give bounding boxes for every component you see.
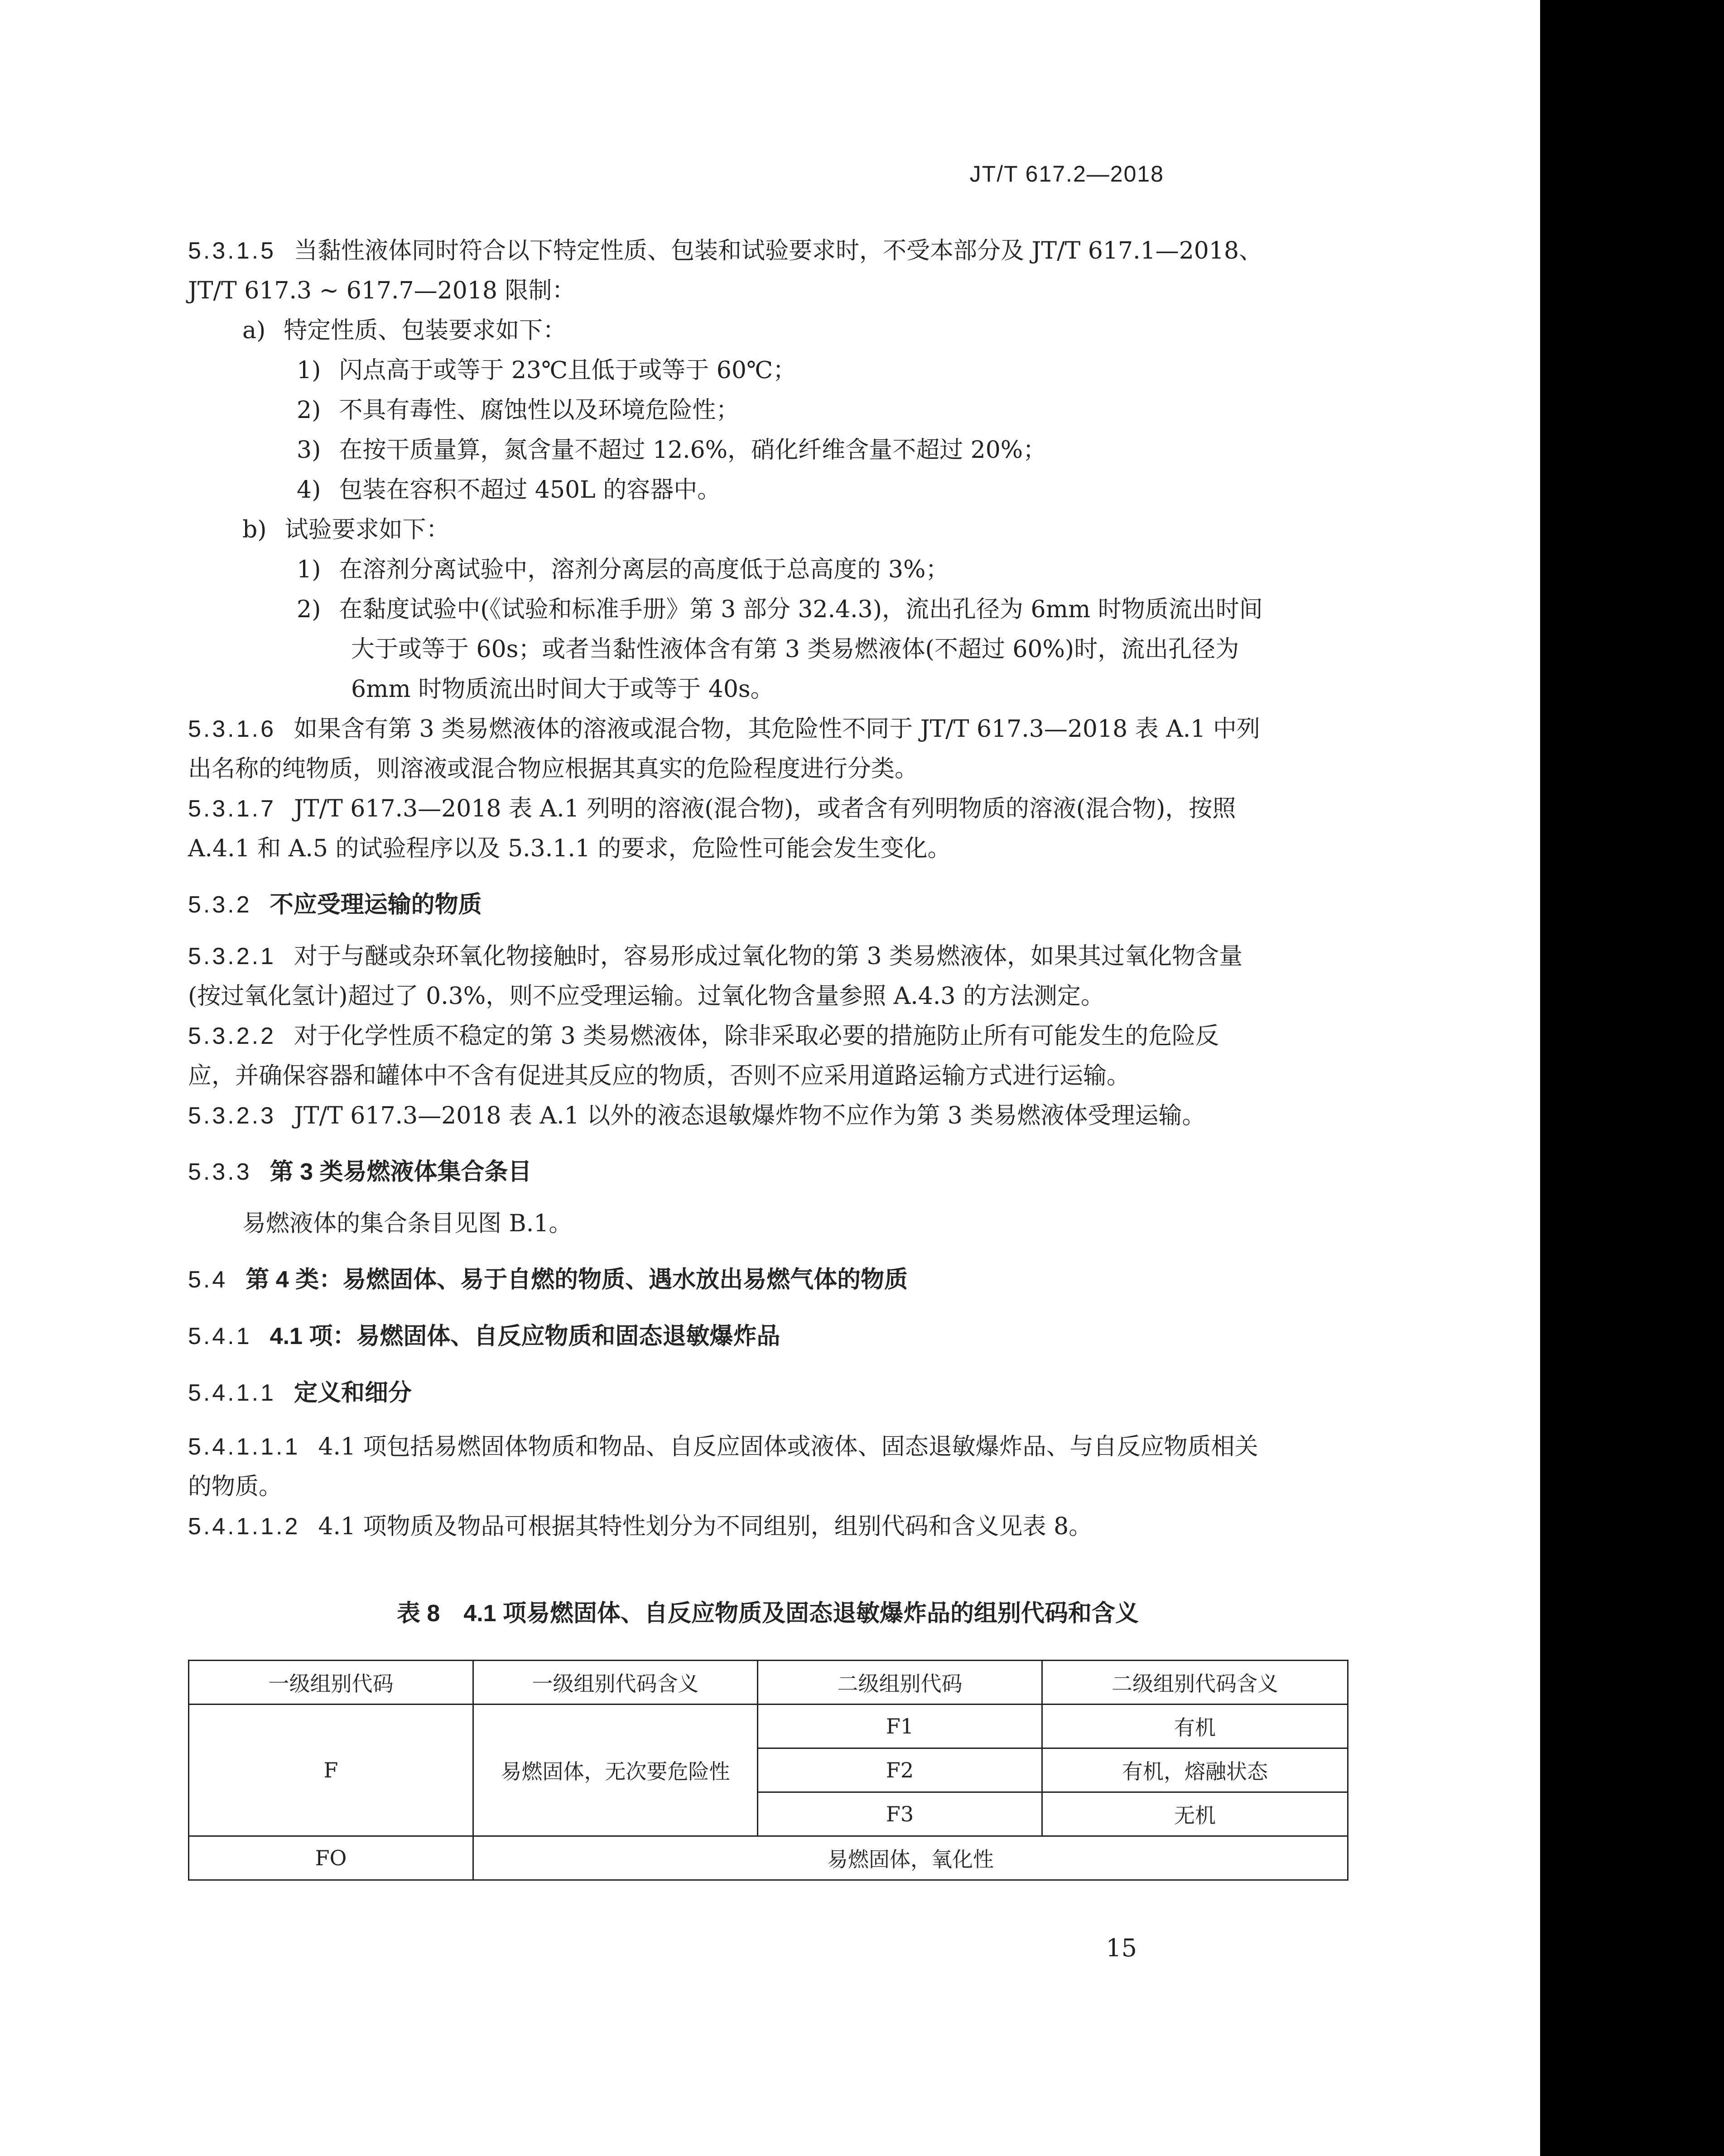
group-code-table [188,1660,1348,1881]
table-cell: F1 [758,1705,1042,1748]
table-cell: 易燃固体，无次要危险性 [473,1705,758,1836]
paragraph-5-3-1-5: 5.3.1.5 当黏性液体同时符合以下特定性质、包装和试验要求时，不受本部分及 JT/T 617.1—2018、 [188,237,1263,264]
scan-border [1540,0,1724,2156]
paragraph-5-3-2-1: 5.3.2.1 对于与醚或杂环氧化物接触时，容易形成过氧化物的第 3 类易燃液体，如果其过氧化物含量 [188,943,1243,970]
paragraph-5-3-2-2: 5.3.2.2 对于化学性质不稳定的第 3 类易燃液体，除非采取必要的措施防止所有可能发生的危险反 [188,1023,1219,1050]
table-header-cell: 二级组别代码 [758,1661,1042,1705]
table-cell: 易燃固体，氧化性 [473,1836,1348,1880]
paragraph-continuation: A.4.1 和 A.5 的试验程序以及 5.3.1.1 的要求，危险性可能会发生变化。 [188,835,951,862]
list-item: 4) 包装在容积不超过 450L 的容器中。 [297,476,721,504]
table-header-cell: 一级组别代码 [189,1661,473,1705]
table-cell: 有机 [1042,1705,1348,1748]
paragraph-continuation: (按过氧化氢计)超过了 0.3%，则不应受理运输。过氧化物含量参照 A.4.3 的方法测定。 [188,983,1105,1010]
heading-5-4-1-1: 5.4.1.1 定义和细分 [188,1380,412,1406]
list-item-continuation: 大于或等于 60s；或者当黏性液体含有第 3 类易燃液体(不超过 60%)时，流出孔径为 [351,636,1239,663]
paragraph-continuation: 应，并确保容器和罐体中不含有促进其反应的物质，否则不应采用道路运输方式进行运输。 [188,1062,1131,1090]
table-header-cell: 二级组别代码含义 [1042,1661,1348,1705]
table-cell: F3 [758,1792,1042,1836]
paragraph-5-3-3: 易燃液体的集合条目见图 B.1。 [242,1210,573,1237]
table-row [189,1836,1348,1880]
heading-5-4-1: 5.4.1 4.1 项：易燃固体、自反应物质和固态退敏爆炸品 [188,1323,780,1349]
list-item-continuation: 6mm 时物质流出时间大于或等于 40s。 [351,676,774,703]
paragraph-continuation: 的物质。 [188,1473,283,1500]
standard-header: JT/T 617.2—2018 [969,161,1164,187]
table-row [189,1705,1348,1748]
table-cell: 无机 [1042,1792,1348,1836]
list-item: 1) 闪点高于或等于 23℃且低于或等于 60℃； [297,357,797,384]
table-caption: 表 8 4.1 项易燃固体、自反应物质及固态退敏爆炸品的组别代码和含义 [396,1600,1139,1627]
table-header-cell: 一级组别代码含义 [473,1661,758,1705]
table-cell: F [189,1705,473,1836]
heading-5-4: 5.4 第 4 类：易燃固体、易于自燃的物质、遇水放出易燃气体的物质 [188,1267,908,1293]
paragraph-5-3-2-3: 5.3.2.3 JT/T 617.3—2018 表 A.1 以外的液态退敏爆炸物不应作为第 3 类易燃液体受理运输。 [188,1102,1206,1129]
paragraph-5-4-1-1-1: 5.4.1.1.1 4.1 项包括易燃固体物质和物品、自反应固体或液体、固态退敏爆炸品、与自反应物质相关 [188,1433,1258,1460]
list-item-b: b) 试验要求如下： [242,516,450,543]
heading-5-3-3: 5.3.3 第 3 类易燃液体集合条目 [188,1159,532,1185]
section-5-3-1 [188,231,1348,1546]
list-item: 1) 在溶剂分离试验中，溶剂分离层的高度低于总高度的 3%； [297,556,949,583]
paragraph-continuation: JT/T 617.3 ~ 617.7—2018 限制： [188,277,576,304]
paragraph-5-3-1-7: 5.3.1.7 JT/T 617.3—2018 表 A.1 列明的溶液(混合物)，或者含有列明物质的溶液(混合物)，按照 [188,795,1236,822]
list-item: 3) 在按干质量算，氮含量不超过 12.6%，硝化纤维含量不超过 20%； [297,437,1047,464]
clause-number: 5.3.1.5 [188,238,276,264]
table-header-row [189,1661,1348,1705]
list-item: 2) 在黏度试验中(《试验和标准手册》第 3 部分 32.4.3)，流出孔径为 6mm 时物质流出时间 [297,596,1263,623]
list-item-a: a) 特定性质、包装要求如下： [242,317,567,344]
page-number: 15 [1106,1934,1137,1962]
table-cell: 有机，熔融状态 [1042,1748,1348,1792]
paragraph-5-3-1-6: 5.3.1.6 如果含有第 3 类易燃液体的溶液或混合物，其危险性不同于 JT/T 617.3—2018 表 A.1 中列 [188,715,1260,743]
table-cell: F2 [758,1748,1042,1792]
list-item: 2) 不具有毒性、腐蚀性以及环境危险性； [297,397,740,424]
paragraph-5-4-1-1-2: 5.4.1.1.2 4.1 项物质及物品可根据其特性划分为不同组别，组别代码和含义见表 8。 [188,1513,1093,1540]
table-cell: FO [189,1836,473,1880]
heading-5-3-2: 5.3.2 不应受理运输的物质 [188,892,482,918]
paragraph-continuation: 出名称的纯物质，则溶液或混合物应根据其真实的危险程度进行分类。 [188,755,919,783]
